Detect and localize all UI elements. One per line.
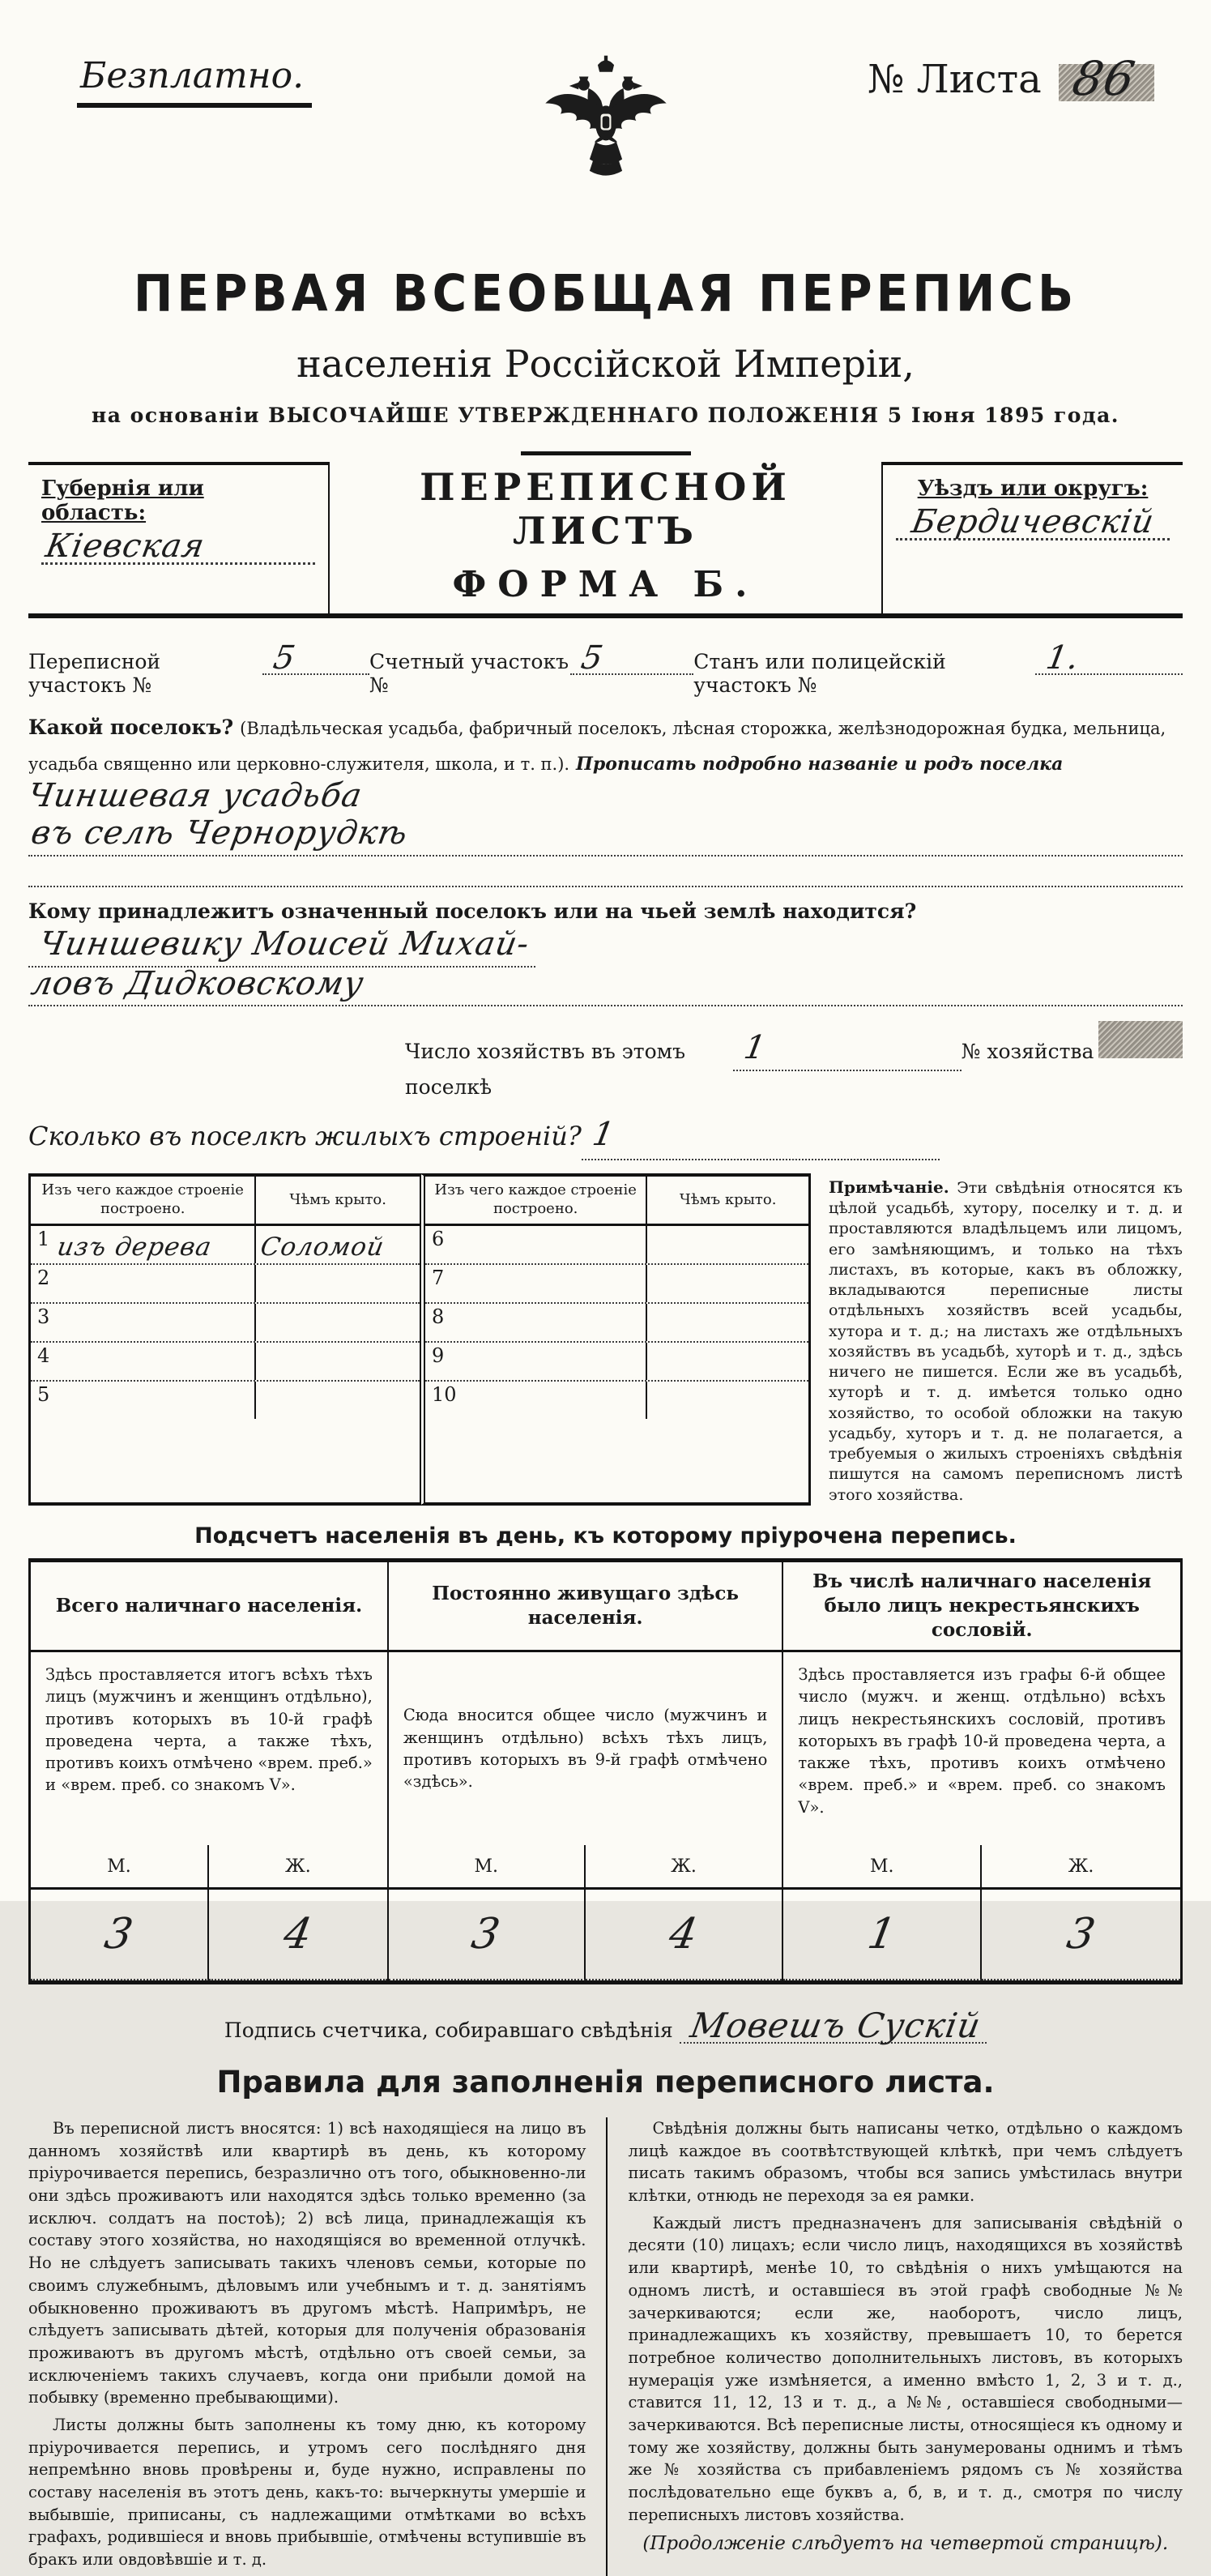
values-row — [783, 1890, 1180, 1980]
settlement-question-hint: (Владѣльческая усадьба, фабричный поселокъ, лѣсная сторожка, желѣзнодорожная будка, мельница, усадьба священно или церковно-служителя, школа, и т. п.). — [28, 719, 1166, 774]
separator-dash — [521, 451, 691, 455]
building-row — [425, 1226, 808, 1265]
male-label: М. — [31, 1845, 209, 1887]
building-row — [425, 1343, 808, 1382]
police-precinct-label: Станъ или полицейскій участокъ № — [693, 650, 946, 697]
row-number: 2 — [37, 1266, 50, 1289]
free-of-charge-label: Безплатно. — [77, 55, 312, 108]
settlement-instruction: Прописать подробно названіе и родъ поселка — [576, 753, 1064, 775]
population-col-permanent — [387, 1562, 784, 1980]
sheet-number-value: 86 — [1068, 50, 1140, 106]
settlement-name-value-1: Чиншевая усадьба — [24, 776, 365, 814]
female-label: Ж. — [285, 1856, 311, 1877]
values-row — [389, 1890, 782, 1980]
signature-label: Подпись счетчика, собиравшаго свѣдѣнія — [224, 2019, 673, 2042]
count-precinct-field — [570, 639, 693, 675]
male-value: 1 — [863, 1910, 901, 1959]
buildings-table-left — [28, 1173, 420, 1506]
rules-title: Правила для заполненія переписного листа. — [216, 2065, 995, 2100]
row-number: 9 — [432, 1344, 445, 1367]
female-value: 4 — [665, 1910, 702, 1959]
row-number: 6 — [432, 1227, 445, 1250]
buildings-table-header — [31, 1177, 420, 1226]
col-roof-header: Чѣмъ крыто. — [679, 1190, 777, 1208]
form-title-box — [330, 462, 881, 613]
owner-question — [28, 894, 1183, 968]
owner-field-1 — [28, 925, 535, 968]
building-row — [31, 1304, 420, 1343]
sheet-number-label: № Листа — [867, 57, 1042, 102]
male-label: М. — [783, 1845, 982, 1887]
building-row — [31, 1382, 420, 1419]
buildings-table-header — [425, 1177, 808, 1226]
mf-header-row — [783, 1845, 1180, 1890]
police-precinct-field — [1035, 639, 1183, 675]
rules-right-column — [606, 2117, 1183, 2576]
precinct-line — [28, 639, 1183, 697]
buildings-table — [28, 1173, 1183, 1506]
female-value: 3 — [1063, 1910, 1099, 1959]
building-row — [31, 1226, 420, 1265]
female-label: Ж. — [671, 1856, 697, 1877]
district-label: Уѣздъ или округъ: — [917, 476, 1149, 501]
col-description: Здѣсь проставляется изъ графы 6-й общее число (мужч. и женщ. отдѣльно) всѣхъ лицъ некрестьянскихъ сословій, противъ которыхъ въ графѣ 10-й проведена черта, а также тѣхъ, противъ коихъ отмѣчено «врем. преб.» и «врем. преб. со знакомъ V». — [798, 1665, 1166, 1817]
building-row — [31, 1343, 420, 1382]
dwellings-field — [582, 1113, 940, 1160]
province-box — [28, 462, 330, 613]
rules-paragraph: Листы должны быть заполнены къ тому дню, къ которому пріурочивается перепись, и утромъ сего послѣдняго дня непремѣнно вновь провѣрены и, буде нужно, исправлены по составу населенія въ этотъ день, какъ-то: вычеркнуты умершіе и выбывшіе, приписаны, съ надлежащими отмѣтками во всѣхъ графахъ, родившіеся и вновь прибывшіе, отмѣчены вступившіе въ бракъ или овдовѣвшіе и т. д. — [28, 2415, 586, 2570]
population-section-title: Подсчетъ населенія въ день, къ которому пріурочена перепись. — [194, 1523, 1017, 1549]
form-title-line1: ПЕРЕПИСНОЙ ЛИСТЪ — [420, 465, 791, 553]
page-header — [0, 0, 1211, 243]
census-precinct-value: 5 — [270, 639, 299, 677]
col-roof-header: Чѣмъ крыто. — [289, 1190, 386, 1208]
owner-label: Кому принадлежитъ означенный поселокъ или на чьей землѣ находится? — [28, 899, 917, 923]
col-built-header: Изъ чего каждое строеніе построено. — [425, 1177, 647, 1224]
building-row — [31, 1265, 420, 1304]
row-number: 7 — [432, 1266, 445, 1289]
settlement-name-value-2: въ селѣ Чернорудкѣ — [28, 814, 411, 852]
population-col-present — [31, 1562, 387, 1980]
district-value: Бердичевскій — [908, 503, 1158, 540]
households-value: 1 — [740, 1029, 770, 1067]
mf-header-row — [31, 1845, 387, 1890]
households-field — [733, 1029, 962, 1071]
continuation-note: (Продолженіе слѣдуетъ на четвертой страницѣ). — [642, 2533, 1169, 2555]
col-description: Здѣсь проставляется итогъ всѣхъ тѣхъ лицъ (мужчинъ и женщинъ отдѣльно), противъ которыхъ въ 10-й графѣ проведена черта, а также тѣхъ, противъ коихъ отмѣчено «врем. преб.» и «врем. преб. со знакомъ V». — [45, 1665, 373, 1795]
document-title: ПЕРВАЯ ВСЕОБЩАЯ ПЕРЕПИСЬ — [133, 263, 1078, 323]
buildings-note-label: Примѣчаніе. — [829, 1177, 949, 1197]
female-value: 4 — [279, 1910, 317, 1959]
male-label: М. — [389, 1845, 586, 1887]
document-subtitle: населенія Россійской Имперіи, — [296, 342, 915, 386]
buildings-note-text: Эти свѣдѣнія относятся къ цѣлой усадьбѣ, хутору, поселку и т. д. и проставляются владѣльцемъ или лицомъ, его замѣняющимъ, и только на тѣхъ листахъ, въ которые, какъ въ обложку, вкладываются переписные листы отдѣльныхъ хозяйствъ всей усадьбы, хутора и т. д.; на листахъ же отдѣльныхъ хозяйствъ въ усадьбѣ, хуторѣ и т. д., здѣсь ничего не пишется. Если же въ усадьбѣ, хуторѣ и т. д. имѣется только одно хозяйство, то особой обложки на такую усадьбу, хуторъ и т. д. не полагается, а требуемыя о жилыхъ строеніяхъ свѣдѣнія пишутся на самомъ переписномъ листѣ этого хозяйства. — [829, 1178, 1183, 1504]
population-col-nonpeasant — [783, 1562, 1180, 1980]
count-precinct-value: 5 — [578, 639, 607, 677]
household-number-label: № хозяйства — [961, 1040, 1094, 1064]
row-number: 5 — [37, 1382, 50, 1406]
row-number: 8 — [432, 1305, 445, 1328]
rules-columns — [28, 2117, 1183, 2576]
col-header: Всего наличнаго населенія. — [31, 1562, 387, 1652]
row-number: 10 — [432, 1382, 457, 1406]
census-precinct-field — [262, 639, 369, 675]
owner-value-2: ловъ Дидковскому — [28, 964, 367, 1002]
values-row — [31, 1890, 387, 1980]
imperial-eagle-emblem — [542, 39, 670, 219]
male-value: 3 — [100, 1910, 138, 1959]
rules-paragraph: Свѣдѣнія должны быть написаны четко, отдѣльно о каждомъ лицѣ каждое въ соотвѣтствующей клѣткѣ, при чемъ слѣдуетъ писать такимъ образомъ, чтобы вся запись умѣстилась внутри клѣтки, отнюдь не переходя за ея рамки. — [628, 2119, 1183, 2206]
district-box — [881, 462, 1183, 613]
owner-value-1: Чиншевику Моисей Михай- — [36, 925, 533, 963]
col-header: Постоянно живущаго здѣсь населенія. — [389, 1562, 782, 1652]
sheet-number — [867, 50, 1154, 106]
settlement-name-field-2 — [28, 814, 1183, 857]
dwellings-value: 1 — [589, 1115, 618, 1153]
buildings-note — [811, 1173, 1183, 1506]
settlement-section — [24, 710, 1183, 1160]
household-number-box — [1098, 1021, 1183, 1058]
building-row — [425, 1304, 808, 1343]
census-precinct-label: Переписной участокъ № — [28, 650, 161, 697]
households-label: Число хозяйствъ въ этомъ поселкѣ — [405, 1040, 686, 1099]
police-precinct-value: 1. — [1043, 639, 1083, 677]
mf-header-row — [389, 1845, 782, 1890]
owner-field-2 — [28, 964, 1183, 1007]
settlement-question-label: Какой поселокъ? — [28, 716, 234, 739]
settlement-question — [24, 710, 1183, 817]
building-row — [425, 1382, 808, 1419]
settlement-name-field-3 — [28, 857, 1183, 887]
households-line — [28, 1021, 1183, 1105]
col-header: Въ числѣ наличнаго населенія было лицъ некрестьянскихъ сословій. — [783, 1562, 1180, 1652]
signature-field — [680, 2006, 987, 2044]
col-description: Сюда вносится общее число (мужчинъ и женщинъ отдѣльно) всѣхъ тѣхъ лицъ, противъ которыхъ въ 9-й графѣ отмѣчено «здѣсь». — [403, 1706, 768, 1792]
count-precinct-label: Счетный участокъ № — [369, 650, 569, 697]
dwellings-line — [28, 1113, 1183, 1160]
rules-paragraph: Въ переписной листъ вносятся: 1) всѣ находящіеся на лицо въ данномъ хозяйствѣ или квартирѣ въ день, къ которому пріурочивается перепись, безразлично отъ того, обыкновенно-ли они здѣсь проживаютъ или находятся здѣсь только временно (за исключ. солдатъ на постоѣ); 2) всѣ лица, принадлежащія къ составу этого хозяйства, но находящіяся во временной отлучкѣ. Но не слѣдуетъ записывать такихъ членовъ семьи, которые по своимъ служебнымъ, дѣловымъ или учебнымъ и т. д. занятіямъ обыкновенно проживаютъ въ другомъ мѣстѣ. Напримѣръ, не слѣдуетъ записывать дѣтей, которыя для полученія образованія проживаютъ въ другомъ мѣстѣ, отдѣльно отъ своей семьи, за исключеніемъ такихъ случаевъ, когда они прибыли домой на побывку (временно пребывающими). — [28, 2119, 586, 2407]
population-table — [28, 1558, 1183, 1984]
sheet-number-box — [1059, 50, 1154, 106]
col-built-header: Изъ чего каждое строеніе построено. — [31, 1177, 256, 1224]
province-label: Губернія или область: — [41, 476, 204, 525]
rules-left-column — [28, 2117, 606, 2576]
signature-value: Мовешъ Сускій — [687, 2006, 984, 2045]
row-number: 1 — [37, 1227, 50, 1250]
row-number: 4 — [37, 1344, 50, 1367]
form-header — [28, 462, 1183, 618]
male-value: 3 — [467, 1910, 505, 1959]
dwellings-label: Сколько въ поселкѣ жилыхъ строеній? — [28, 1120, 582, 1151]
province-value: Кіевская — [42, 528, 208, 565]
counter-signature-line — [0, 2006, 1211, 2044]
legal-basis-line: на основаніи ВЫСОЧАЙШЕ УТВЕРЖДЕННАГО ПОЛОЖЕНІЯ 5 Іюня 1895 года. — [91, 404, 1120, 427]
roof-value: Соломой — [258, 1232, 387, 1262]
row-number: 3 — [37, 1305, 50, 1328]
buildings-table-right — [420, 1173, 811, 1506]
form-title-line2: ФОРМА Б. — [452, 564, 759, 605]
built-value: изъ дерева — [55, 1232, 215, 1262]
female-label: Ж. — [1068, 1856, 1094, 1877]
rules-paragraph: Каждый листъ предназначенъ для записыванія свѣдѣній о десяти (10) лицахъ; если число лицъ, находящихся въ хозяйствѣ или квартирѣ, менѣе 10, то свѣдѣнія о нихъ умѣщаются на одномъ листѣ, и оставшіеся въ этой графѣ свободные №№ зачеркиваются; если же, наоборотъ, число лицъ, принадлежащихъ къ хозяйству, превышаетъ 10, то берется потребное количество дополнительныхъ листовъ, въ которыхъ нумерація уже измѣняется, а именно вмѣсто 1, 2, 3 и т. д., ставится 11, 12, 13 и т. д., а №№, оставшіеся свободными—зачеркиваются. Всѣ переписные листы, относящіеся къ одному и тому же хозяйству, должны быть занумерованы однимъ и тѣмъ же № хозяйства съ прибавленіемъ рядомъ съ № хозяйства послѣдовательно еще буквъ а, б, в, и т. д., смотря по числу переписныхъ листовъ хозяйства. — [628, 2213, 1183, 2524]
building-row — [425, 1265, 808, 1304]
